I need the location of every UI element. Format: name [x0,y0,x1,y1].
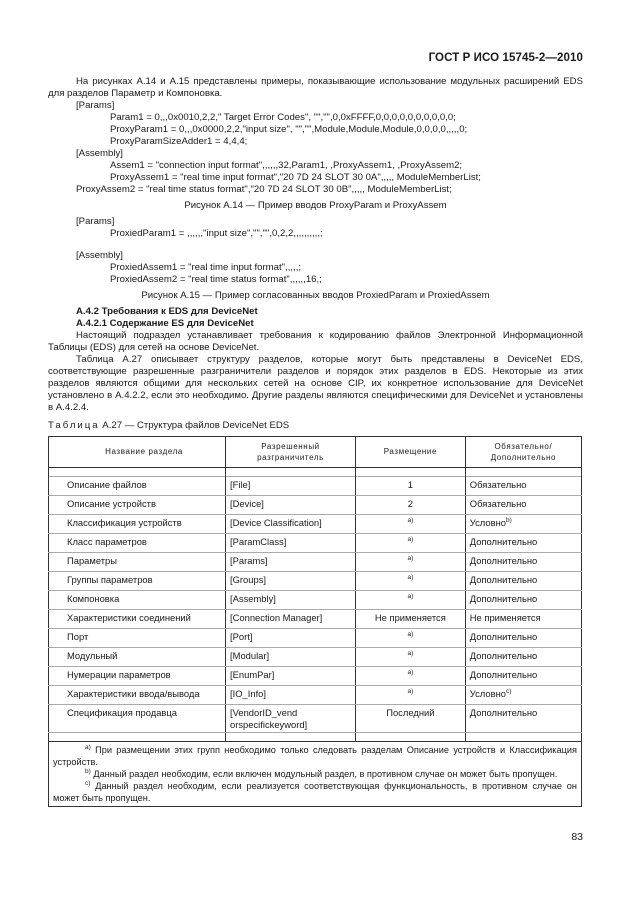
cell-section-name [49,629,226,648]
code-line: [Params] [76,216,115,227]
table-row [49,477,582,496]
code-line: [Params] [76,100,115,111]
cell-placement-text: 1 [407,479,413,490]
header-required: Обязательно/ Дополнительно [465,437,581,468]
code-line: ProxiedParam1 = ,,,,,,"input size","","",0,2,2,,,,,,,,,,; [110,228,323,239]
table-caption-text: A.27 — Структура файлов DeviceNet EDS [102,420,290,431]
code-line: ProxyAssem2 = "real time status format","20 7D 24 SLOT 30 0B",,,,, ModuleMemberList; [76,184,452,195]
footnote-text: При размещении этих групп необходимо только следовать разделам Описание устройств и Классификация устройств. [53,745,577,767]
cell-placement [355,477,465,496]
cell-required-text: Условно [469,688,506,699]
cell-delimiter [226,534,356,553]
table-caption-label: Таблица [48,420,100,431]
table-row [49,686,582,705]
cell-required-text: Дополнительно [469,574,538,585]
cell-required-text: Дополнительно [469,707,538,718]
cell-placement [355,515,465,534]
cell-section-name-text: Нумерации параметров [67,669,171,680]
cell-placement-text: 2 [407,498,413,509]
cell-section-name [49,667,226,686]
code-line: Param1 = 0,,,0x0010,2,2," Target Error Codes", "","",0,0xFFFF,0,0,0,0,0,0,0,0,0,0; [110,112,456,123]
cell-placement-footnote-mark: a) [407,649,414,657]
cell-delimiter [226,553,356,572]
document-header: ГОСТ Р ИСО 15745-2—2010 [428,52,583,64]
cell-placement-footnote-mark: a) [407,535,414,543]
cell-section-name [49,515,226,534]
cell-section-name [49,610,226,629]
code-line: ProxyParamSizeAdder1 = 4,4,4; [110,136,248,147]
header-placement: Размещение [355,437,465,468]
cell-delimiter [226,686,356,705]
cell-delimiter-text: [Device] [230,498,264,509]
cell-required [465,515,581,534]
cell-section-name [49,648,226,667]
table-row [49,515,582,534]
cell-placement-footnote-mark: a) [407,668,414,676]
cell-section-name-text: Классификация устройств [67,517,182,528]
figure-a14-caption: Рисунок A.14 — Пример вводов ProxyParam и ProxyAssem [184,200,447,211]
cell-delimiter-text: [IO_Info] [230,688,266,699]
cell-required [465,496,581,515]
header-section-name: Название раздела [49,437,226,468]
cell-delimiter [226,629,356,648]
cell-section-name [49,572,226,591]
cell-required-text: Условно [469,517,506,528]
footnote-text: Данный раздел необходим, если реализуется соответствующая функциональность, в противном случае он может быть пропущен. [53,781,577,803]
cell-required-text: Дополнительно [469,536,538,547]
cell-delimiter-text: [ParamClass] [230,536,287,547]
table-row [49,705,582,733]
table-notes-row [49,742,582,807]
cell-required [465,591,581,610]
cell-required [465,534,581,553]
code-line: ProxyParam1 = 0,,,0x0000,2,2,"input size", "","",Module,Module,Module,0,0,0,0,,,,,0; [110,124,468,135]
cell-delimiter-text: [Connection Manager] [230,612,323,623]
figure-a15-caption: Рисунок A.15 — Пример согласованных вводов ProxiedParam и ProxiedAssem [141,290,490,301]
cell-required-footnote-mark: c) [505,687,512,695]
footnote-text: Данный раздел необходим, если включен модульный раздел, в противном случае он может быть пропущен. [93,769,558,779]
cell-section-name [49,534,226,553]
paragraph-table-description: Таблица A.27 описывает структуру разделов, которые могут быть представлены в DeviceNet EDS, соответствующие разрешенные разграничители разделов и порядок этих разделов в EDS. Некоторые из этих разделов являются общими для нескольких сетей на основе CIP, их конкретное использование для DeviceNet установлено в A.4.2.2, если это необходимо. Другие разделы являются специфическими для DeviceNet и установлены в A.4.2.4. [48,354,583,413]
cell-delimiter-text: [EnumPar] [230,669,275,680]
table-row [49,572,582,591]
cell-section-name [49,591,226,610]
cell-required [465,610,581,629]
table-row [49,610,582,629]
cell-delimiter-text: [Groups] [230,574,266,585]
table-body [49,468,582,742]
cell-section-name [49,477,226,496]
footnote-mark: b) [85,767,91,775]
cell-delimiter-text: [Port] [230,631,253,642]
code-line: Assem1 = "connection input format",,,,,,32,Param1, ,ProxyAssem1, ,ProxyAssem2; [110,160,463,171]
cell-delimiter-text: [Device Classification] [230,517,322,528]
table-caption [48,420,583,432]
code-line: [Assembly] [76,250,123,261]
cell-delimiter [226,572,356,591]
cell-placement-footnote-mark: a) [407,592,414,600]
cell-required [465,667,581,686]
cell-required-text: Дополнительно [469,669,538,680]
table-footnote [53,744,577,768]
cell-required [465,686,581,705]
cell-placement-text: Не применяется [374,612,446,623]
cell-delimiter-text: [Params] [230,555,268,566]
section-heading-a42: A.4.2 Требования к EDS для DeviceNet [76,306,258,317]
figure-a14-code [48,100,583,196]
cell-required [465,572,581,591]
cell-placement [355,553,465,572]
cell-section-name-text: Группы параметров [67,574,153,585]
cell-delimiter [226,515,356,534]
code-line: ProxiedAssem1 = "real time input format",,,,,; [110,262,302,273]
page-number: 83 [571,831,583,843]
cell-delimiter [226,648,356,667]
cell-section-name [49,705,226,733]
cell-placement-footnote-mark: a) [407,573,414,581]
code-line: [Assembly] [76,148,123,159]
cell-required-text: Дополнительно [469,593,538,604]
cell-placement [355,534,465,553]
cell-required [465,629,581,648]
table-row [49,667,582,686]
cell-placement [355,648,465,667]
cell-delimiter [226,705,356,733]
table-row [49,534,582,553]
figure-a15-code-assembly [48,250,583,286]
cell-placement [355,686,465,705]
code-line: ProxiedAssem2 = "real time status format",,,,,,16,; [110,274,322,285]
cell-section-name-text: Параметры [67,555,117,566]
cell-delimiter-text: [VendorID_vend orspecifickeyword] [230,707,308,730]
cell-required-text: Дополнительно [469,631,538,642]
cell-required [465,705,581,733]
cell-section-name-text: Описание файлов [67,479,147,490]
code-line: ProxyAssem1 = "real time input format","20 7D 24 SLOT 30 0A",,,,, ModuleMemberList; [110,172,481,183]
table-row [49,629,582,648]
header-delimiter: Разрешенный разграничитель [226,437,356,468]
cell-required [465,477,581,496]
cell-placement [355,667,465,686]
cell-section-name-text: Характеристики соединений [67,612,191,623]
cell-section-name-text: Спецификация продавца [67,707,177,718]
cell-placement-footnote-mark: a) [407,630,414,638]
cell-placement [355,496,465,515]
table-notes [49,742,582,807]
cell-delimiter [226,667,356,686]
cell-delimiter [226,496,356,515]
table-spacer-row [49,733,582,742]
cell-section-name [49,496,226,515]
cell-placement-footnote-mark: a) [407,554,414,562]
cell-delimiter [226,477,356,496]
cell-required-text: Не применяется [469,612,541,623]
table-header-row [49,437,582,468]
cell-delimiter [226,610,356,629]
cell-placement [355,629,465,648]
cell-required-text: Дополнительно [469,650,538,661]
cell-delimiter [226,591,356,610]
cell-placement [355,591,465,610]
cell-placement-footnote-mark: a) [407,687,414,695]
cell-placement-footnote-mark: a) [407,516,414,524]
cell-section-name-text: Компоновка [67,593,120,604]
cell-required-text: Обязательно [469,498,527,509]
table-spacer-row [49,468,582,477]
cell-required-text: Обязательно [469,479,527,490]
cell-delimiter-text: [File] [230,479,251,490]
table-row [49,553,582,572]
section-heading-a421: A.4.2.1 Содержание ES для DeviceNet [76,318,254,329]
cell-delimiter-text: [Assembly] [230,593,276,604]
cell-section-name-text: Характеристики ввода/вывода [67,688,200,699]
cell-placement [355,705,465,733]
table-footnote [53,780,577,804]
paragraph-requirements: Настоящий подраздел устанавливает требования к кодированию файлов Электронной Информационной Таблицы (EDS) для сетей на основе DeviceNet. [48,330,583,353]
eds-structure-table [48,436,582,807]
table-row [49,591,582,610]
page-content [48,76,583,807]
cell-placement-text: Последний [386,707,435,718]
cell-required-footnote-mark: b) [505,516,512,524]
cell-section-name-text: Модульный [67,650,118,661]
cell-required-text: Дополнительно [469,555,538,566]
cell-placement [355,610,465,629]
table-row [49,648,582,667]
table-footnote [53,768,577,780]
table-row [49,496,582,515]
cell-required [465,648,581,667]
cell-delimiter-text: [Modular] [230,650,270,661]
intro-paragraph: На рисунках A.14 и A.15 представлены примеры, показывающие использование модульных расширений EDS для разделов Параметр и Компоновка. [48,76,583,99]
figure-a15-code-params [48,216,583,240]
cell-section-name [49,686,226,705]
cell-section-name-text: Описание устройств [67,498,156,509]
cell-section-name-text: Порт [67,631,89,642]
cell-placement [355,572,465,591]
cell-section-name [49,553,226,572]
footnote-mark: a) [85,743,91,751]
cell-required [465,553,581,572]
cell-section-name-text: Класс параметров [67,536,147,547]
footnote-mark: c) [85,779,91,787]
